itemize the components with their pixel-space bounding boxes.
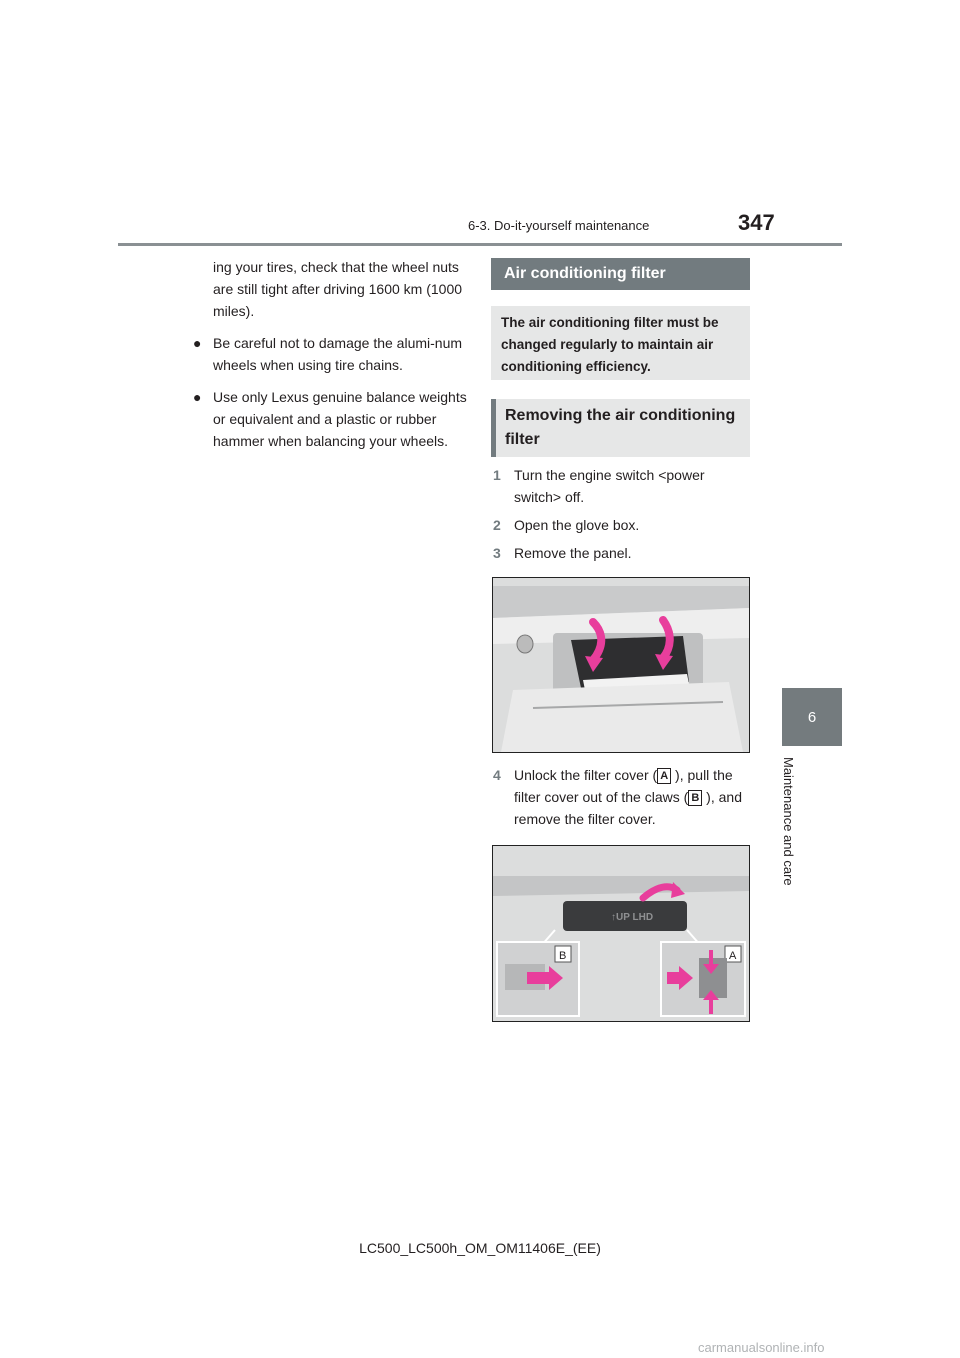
callout-label-a: A (657, 768, 671, 784)
section-title: 6-3. Do-it-yourself maintenance (468, 218, 650, 233)
left-column (193, 256, 468, 452)
subheading: Removing the air conditioning filter (491, 399, 750, 457)
bullet-text: Be careful not to damage the alumi-num wheels when using tire chains. (213, 335, 463, 373)
chapter-title: Maintenance and care (781, 757, 796, 886)
section-heading: Air conditioning filter (491, 258, 750, 290)
chapter-side-label (770, 755, 800, 905)
callout-label-b: B (688, 790, 702, 806)
step-4 (493, 764, 748, 830)
bullet-icon: ● (193, 389, 202, 405)
step-number: 3 (493, 545, 501, 561)
header-rule (118, 243, 842, 246)
filter-cover-illustration (493, 846, 749, 1021)
bullet-icon: ● (193, 335, 202, 351)
callout-b: B (559, 950, 567, 962)
callout-a: A (729, 950, 737, 962)
bullet-item (193, 386, 468, 452)
step-number: 2 (493, 517, 501, 533)
bullet-item (193, 332, 468, 376)
page-number: 347 (738, 210, 775, 235)
step-1 (493, 464, 748, 508)
document-code: LC500_LC500h_OM_OM11406E_(EE) (359, 1240, 601, 1256)
bullet-text: Use only Lexus genuine balance weights or equivalent and a plastic or rubber hammer when balancing your wheels. (213, 389, 467, 449)
chapter-tab: 6 (782, 688, 842, 746)
step-text: Remove the panel. (514, 545, 632, 561)
step-number: 1 (493, 467, 501, 483)
step-3 (493, 542, 748, 564)
step-number: 4 (493, 767, 501, 783)
step-text-part: Unlock the filter cover ( (514, 767, 658, 783)
continuation-text: ing your tires, check that the wheel nuts are still tight after driving 1600 km (1000 miles). (213, 259, 463, 319)
filter-label: ↑UP LHD (611, 912, 654, 923)
intro-box: The air conditioning filter must be changed regularly to maintain air conditioning efficiency. (491, 306, 750, 380)
panel-removal-figure (492, 577, 750, 753)
step-text: Turn the engine switch <power switch> off. (514, 467, 705, 505)
step-text: Open the glove box. (514, 517, 640, 533)
watermark: carmanualsonline.info (698, 1340, 825, 1355)
step-text (493, 764, 748, 830)
step-text-part: ), and remove the filter cover. (514, 789, 742, 827)
step-text-part: ), pull the filter cover out of the claws ( (514, 767, 733, 805)
step-2 (493, 514, 748, 536)
filter-cover-figure (492, 845, 750, 1022)
panel-removal-illustration (493, 578, 749, 752)
